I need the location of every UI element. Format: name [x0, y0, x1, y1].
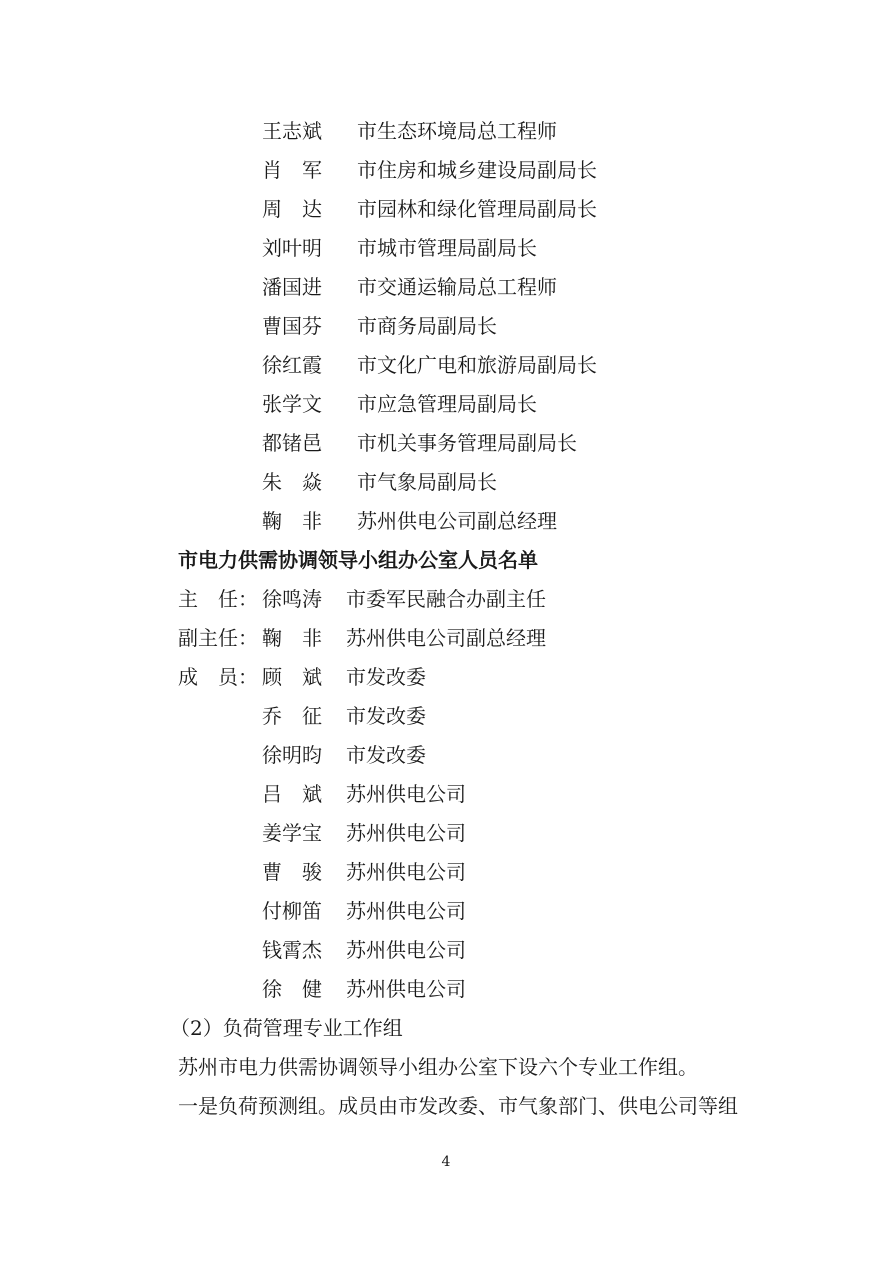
member-org: 苏州供电公司 [346, 899, 466, 923]
leader-title: 市城市管理局副局长 [357, 236, 537, 260]
leader-name: 潘国进 [262, 275, 322, 299]
member-name: 钱霄杰 [262, 938, 322, 962]
leader-name: 曹国芬 [262, 314, 322, 338]
member-name: 徐 健 [262, 977, 322, 1001]
member-name: 曹 骏 [262, 860, 322, 884]
director-title: 市委军民融合办副主任 [346, 587, 546, 611]
member-name: 顾 斌 [262, 665, 322, 689]
leader-title: 苏州供电公司副总经理 [357, 509, 557, 533]
deputy-title: 苏州供电公司副总经理 [346, 626, 546, 650]
paragraph: 苏州市电力供需协调领导小组办公室下设六个专业工作组。 [178, 1055, 698, 1079]
director-name: 徐鸣涛 [262, 587, 322, 611]
leader-name: 都锗邑 [262, 431, 322, 455]
section-title: （2）负荷管理专业工作组 [170, 1016, 403, 1040]
leader-title: 市交通运输局总工程师 [357, 275, 557, 299]
members-label: 成 员： [178, 665, 258, 689]
leader-name: 鞠 非 [262, 509, 322, 533]
member-name: 吕 斌 [262, 782, 322, 806]
leader-title: 市生态环境局总工程师 [357, 119, 557, 143]
member-org: 苏州供电公司 [346, 782, 466, 806]
paragraph: 一是负荷预测组。成员由市发改委、市气象部门、供电公司等组 [178, 1094, 738, 1118]
page-number: 4 [441, 1154, 451, 1170]
leader-name: 刘叶明 [262, 236, 322, 260]
leader-title: 市住房和城乡建设局副局长 [357, 158, 597, 182]
member-org: 苏州供电公司 [346, 821, 466, 845]
leader-name: 朱 焱 [262, 470, 322, 494]
office-heading: 市电力供需协调领导小组办公室人员名单 [178, 548, 538, 572]
member-org: 市发改委 [346, 704, 426, 728]
deputy-name: 鞠 非 [262, 626, 322, 650]
member-name: 付柳笛 [262, 899, 322, 923]
leader-title: 市文化广电和旅游局副局长 [357, 353, 597, 377]
member-name: 姜学宝 [262, 821, 322, 845]
member-org: 市发改委 [346, 743, 426, 767]
leader-name: 肖 军 [262, 158, 322, 182]
member-name: 徐明昀 [262, 743, 322, 767]
deputy-label: 副主任： [178, 626, 258, 650]
leader-title: 市园林和绿化管理局副局长 [357, 197, 597, 221]
leader-name: 徐红霞 [262, 353, 322, 377]
member-org: 市发改委 [346, 665, 426, 689]
leader-title: 市气象局副局长 [357, 470, 497, 494]
leader-title: 市机关事务管理局副局长 [357, 431, 577, 455]
leader-title: 市应急管理局副局长 [357, 392, 537, 416]
member-org: 苏州供电公司 [346, 938, 466, 962]
member-name: 乔 征 [262, 704, 322, 728]
leader-name: 周 达 [262, 197, 322, 221]
leader-name: 张学文 [262, 392, 322, 416]
leader-title: 市商务局副局长 [357, 314, 497, 338]
member-org: 苏州供电公司 [346, 977, 466, 1001]
director-label: 主 任： [178, 587, 258, 611]
leader-name: 王志斌 [262, 119, 322, 143]
member-org: 苏州供电公司 [346, 860, 466, 884]
